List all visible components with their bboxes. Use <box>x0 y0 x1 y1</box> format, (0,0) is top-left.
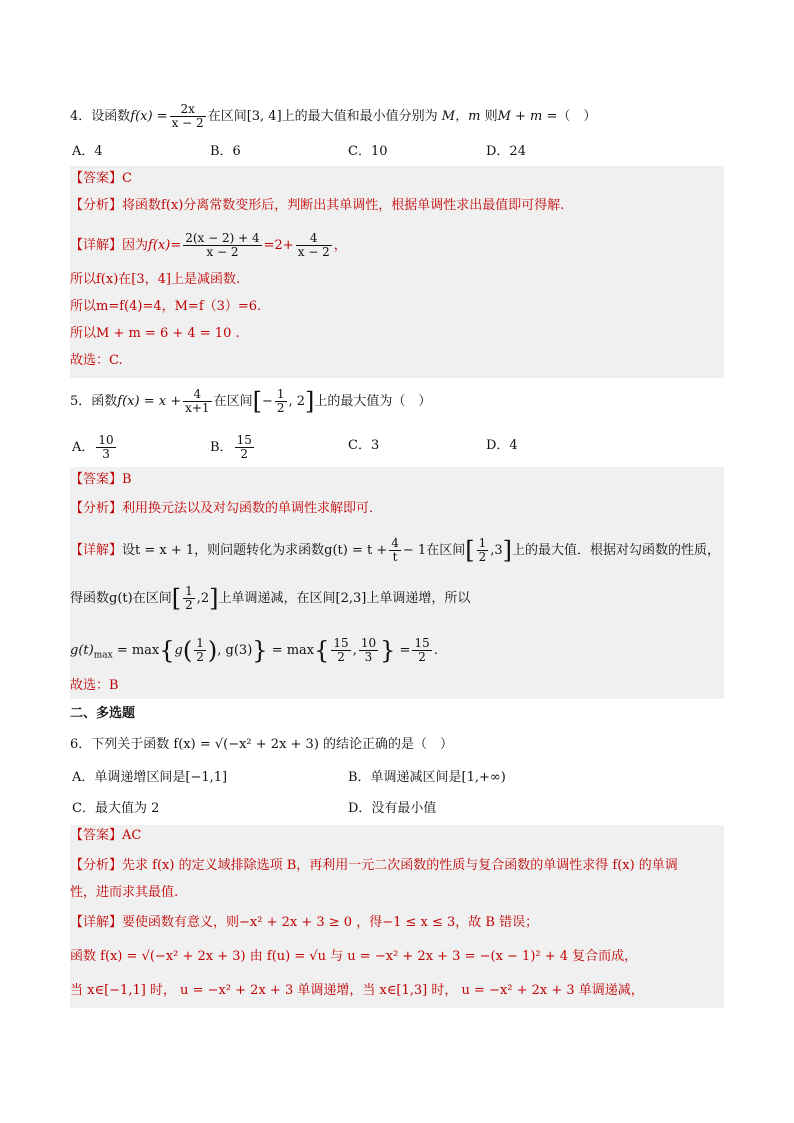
q5-detail-1-num: 4 <box>391 536 399 550</box>
q5-frac-den: x+1 <box>185 401 210 415</box>
q6-choice-b: B．单调递减区间是[1,+∞) <box>348 770 506 785</box>
q5-detail-1-rbr: ] <box>502 536 512 565</box>
q4-detail-frac2 <box>296 232 332 259</box>
q4-detail-2: 所以f(x)在[3，4]上是减函数. <box>70 272 241 287</box>
q5-detail-2-a: 得函数g(t)在区间 <box>70 591 172 606</box>
q5-choice-c: C．3 <box>348 438 380 453</box>
q5-choice-b-num: 15 <box>236 433 252 447</box>
q4-detail-1-mid: =2+ <box>263 238 294 253</box>
q5-detail-3-f: = <box>395 643 411 658</box>
q4-detail-1-pre: 因为 <box>122 238 149 253</box>
q4-detail-1-fx: f(x)= <box>148 238 182 253</box>
q6-detail-2: 函数 f(x) = √(−x² + 2x + 3) 由 f(u) = √u 与 u = −x² + 2x + 3 = −(x − 1)² + 4 复合而成， <box>70 949 638 964</box>
q4-choice-c: C．10 <box>348 144 388 159</box>
q4-detail-4: 所以M + m = 6 + 4 = 10 . <box>70 326 240 341</box>
q5-answer-value: B <box>122 472 132 487</box>
q5-detail-3-f4 <box>412 637 431 664</box>
q5-int-num: 1 <box>276 387 285 401</box>
q5-detail-3-f3 <box>359 637 378 664</box>
detail-tag: 【详解】 <box>70 238 123 253</box>
q4-stem <box>70 103 596 130</box>
q5-func: f(x) = x + <box>117 394 182 409</box>
q5-bracket-right: ] <box>305 387 315 416</box>
q5-detail-3-lcb: { <box>159 636 175 665</box>
q5-int-neg: − <box>261 394 273 409</box>
q4-detail-frac1-den: x − 2 <box>206 245 239 259</box>
q5-detail-2-b: ,2 <box>196 591 210 606</box>
q5-detail-3: $g(t)_{max} = \max\{g$( $\frac{1}{2}$ ), g(3)} = max{ $\frac{15}{2}$ , $\frac{10}{3}$ } = $\frac{15}{2}$ . <box>70 636 438 665</box>
q6-answer <box>70 826 141 846</box>
q5-choice-b-den: 2 <box>240 447 249 461</box>
q4-detail-1 <box>70 232 347 259</box>
q5-analysis <box>70 499 382 519</box>
q5-detail-3-d1: 2 <box>196 650 204 664</box>
q5-detail-3-b: = max <box>112 643 160 658</box>
q5-detail-3-d4: 2 <box>418 650 426 664</box>
q4-stem-paren: （ ） <box>557 109 597 124</box>
q5-choice-a-den: 3 <box>102 447 110 461</box>
q4-analysis <box>70 196 564 216</box>
q5-int-frac <box>275 388 287 415</box>
q5-detail-3-g: . <box>433 643 438 658</box>
q5-answer <box>70 470 132 490</box>
q5-detail-1-c: ,3 <box>490 543 503 558</box>
q6-choice-c: C．最大值为 2 <box>72 801 160 816</box>
q5-int-end: , 2 <box>288 394 306 409</box>
q4-stem-text3: 则 <box>484 109 498 124</box>
analysis-tag: 【分析】 <box>70 858 123 873</box>
q4-detail-3: 所以m=f(4)=4，M=f（3）=6. <box>70 299 262 314</box>
q5-detail-3-d3: 3 <box>364 650 373 664</box>
q5-detail-2-c: 上单调递减，在区间[2,3]上单调递增，所以 <box>218 591 471 606</box>
q5-detail-1-lbr: [ <box>465 536 475 565</box>
q5-bracket-left: [ <box>252 387 262 416</box>
q5-choice-a <box>72 434 118 461</box>
q5-detail-3-n3: 10 <box>360 636 377 650</box>
q5-stem-prefix: 5．函数 <box>70 394 118 409</box>
q5-choice-d: D．4 <box>486 438 518 453</box>
analysis-tag: 【分析】 <box>70 198 123 213</box>
q4-stem-text2: 上的最大值和最小值分别为 <box>281 109 438 124</box>
q5-choice-a-num: 10 <box>98 433 114 447</box>
q4-detail-frac1 <box>183 232 261 259</box>
q5-stem-mid: 在区间 <box>213 394 253 409</box>
answer-tag: 【答案】 <box>70 828 123 843</box>
q5-stem-post: 上的最大值为（ ） <box>314 394 432 409</box>
q5-choice-a-label: A． <box>72 440 95 455</box>
q4-detail-frac1-num: 2(x − 2) + 4 <box>185 231 260 245</box>
q5-detail-2-inum: 1 <box>185 584 193 598</box>
q5-choice-b <box>210 434 256 461</box>
q5-detail-3-rcb: } <box>252 636 268 665</box>
q5-int-den: 2 <box>276 401 285 415</box>
q4-fraction <box>170 103 206 130</box>
q5-detail-1-iden: 2 <box>478 550 487 564</box>
q5-detail-3-c: g <box>174 643 183 658</box>
q4-stem-vars: M，m <box>437 109 485 124</box>
detail-tag: 【详解】 <box>70 915 123 930</box>
q5-choice-a-frac <box>96 434 115 461</box>
q5-detail-3-a: g(t) <box>70 643 94 658</box>
answer-tag: 【答案】 <box>70 472 123 487</box>
q4-analysis-text: 将函数f(x)分离常数变形后，判断出其单调性，根据单调性求出最值即可得解. <box>122 198 565 213</box>
q6-choice-d: D．没有最小值 <box>348 801 437 816</box>
q5-detail-3-d: , g(3) <box>217 643 253 658</box>
q4-choice-a: A．4 <box>72 144 103 159</box>
q5-detail-3-d2: 2 <box>337 650 345 664</box>
q5-detail-3-n1: 1 <box>196 636 204 650</box>
q4-stem-text1: 在区间 <box>207 109 247 124</box>
detail-tag: 【详解】 <box>70 543 123 558</box>
q6-analysis-2: 性，进而求其最值. <box>70 885 179 900</box>
q5-detail-1-ifrac <box>477 537 489 564</box>
q5-detail-1-inum: 1 <box>478 536 487 550</box>
q5-detail-2-frac <box>183 585 195 612</box>
q4-choice-d: D．24 <box>486 144 526 159</box>
q4-frac-num: 2x <box>170 103 206 117</box>
q6-answer-value: AC <box>122 828 142 843</box>
q5-detail-1-den: t <box>392 550 398 564</box>
q6-analysis-1 <box>70 856 678 876</box>
q5-detail-4: 故选：B <box>70 678 119 693</box>
q4-detail-5: 故选：C. <box>70 353 123 368</box>
q5-detail-3-lp: ( <box>182 636 193 665</box>
q6-choice-a: A．单调递增区间是[−1,1] <box>72 770 228 785</box>
q4-frac-den: x − 2 <box>171 116 204 130</box>
q5-detail-1-b: − 1在区间 <box>402 543 466 558</box>
q5-detail-1-frac <box>389 537 401 564</box>
q6-detail-1 <box>70 913 538 933</box>
q4-answer <box>70 169 132 189</box>
q5-frac-num: 4 <box>183 388 211 402</box>
q5-detail-3-rp: ) <box>207 636 218 665</box>
analysis-tag: 【分析】 <box>70 501 123 516</box>
section-heading: 二、多选题 <box>70 706 136 721</box>
q4-stem-prefix: 4．设函数 <box>70 109 131 124</box>
q5-detail-3-rcb2: } <box>380 636 396 665</box>
q4-func: f(x) = <box>130 109 168 124</box>
q5-detail-3-lcb2: { <box>314 636 330 665</box>
q5-detail-2 <box>70 585 470 612</box>
q5-detail-2-lbr: [ <box>171 584 182 613</box>
q5-choice-b-frac <box>235 434 254 461</box>
q4-detail-1-end: ， <box>333 238 347 253</box>
q6-stem: 6．下列关于函数 f(x) = √(−x² + 2x + 3) 的结论正确的是（ ） <box>70 737 454 752</box>
q5-detail-3-n2: 15 <box>333 636 349 650</box>
q4-detail-frac2-num: 4 <box>296 232 332 246</box>
q5-detail-3-f2 <box>331 637 350 664</box>
q4-stem-expr: M + m = <box>497 109 558 124</box>
q5-detail-3-n4: 15 <box>414 636 430 650</box>
q4-detail-frac2-den: x − 2 <box>297 245 330 259</box>
q4-answer-value: C <box>122 171 132 186</box>
q6-detail-3: 当 x∈[−1,1] 时， u = −x² + 2x + 3 单调递增，当 x∈[1,3] 时， u = −x² + 2x + 3 单调递减， <box>70 983 644 998</box>
q5-detail-2-iden: 2 <box>185 598 193 612</box>
q5-detail-3-f1 <box>194 637 206 664</box>
q5-detail-3-sub: max <box>93 650 113 661</box>
q5-fraction <box>183 388 211 415</box>
q5-detail-1 <box>70 537 720 564</box>
q5-detail-1-d: 上的最大值．根据对勾函数的性质， <box>512 543 721 558</box>
q4-interval: [3, 4] <box>246 109 282 124</box>
q5-analysis-text: 利用换元法以及对勾函数的单调性求解即可． <box>122 501 383 516</box>
q4-choice-b: B．6 <box>210 144 241 159</box>
q5-choice-b-label: B． <box>210 440 233 455</box>
q5-stem <box>70 388 431 415</box>
answer-tag: 【答案】 <box>70 171 123 186</box>
q6-detail-1-text: 要使函数有意义，则−x² + 2x + 3 ≥ 0 ，得−1 ≤ x ≤ 3，故 B 错误； <box>122 915 539 930</box>
q5-detail-3-e: = max <box>267 643 315 658</box>
q5-detail-1-a: 设t = x + 1，则问题转化为求函数g(t) = t + <box>122 543 388 558</box>
q5-detail-2-rbr: ] <box>209 584 219 613</box>
q6-analysis-l1: 先求 f(x) 的定义域排除选项 B，再利用一元二次函数的性质与复合函数的单调性求得 f(x) 的单调 <box>122 858 678 873</box>
